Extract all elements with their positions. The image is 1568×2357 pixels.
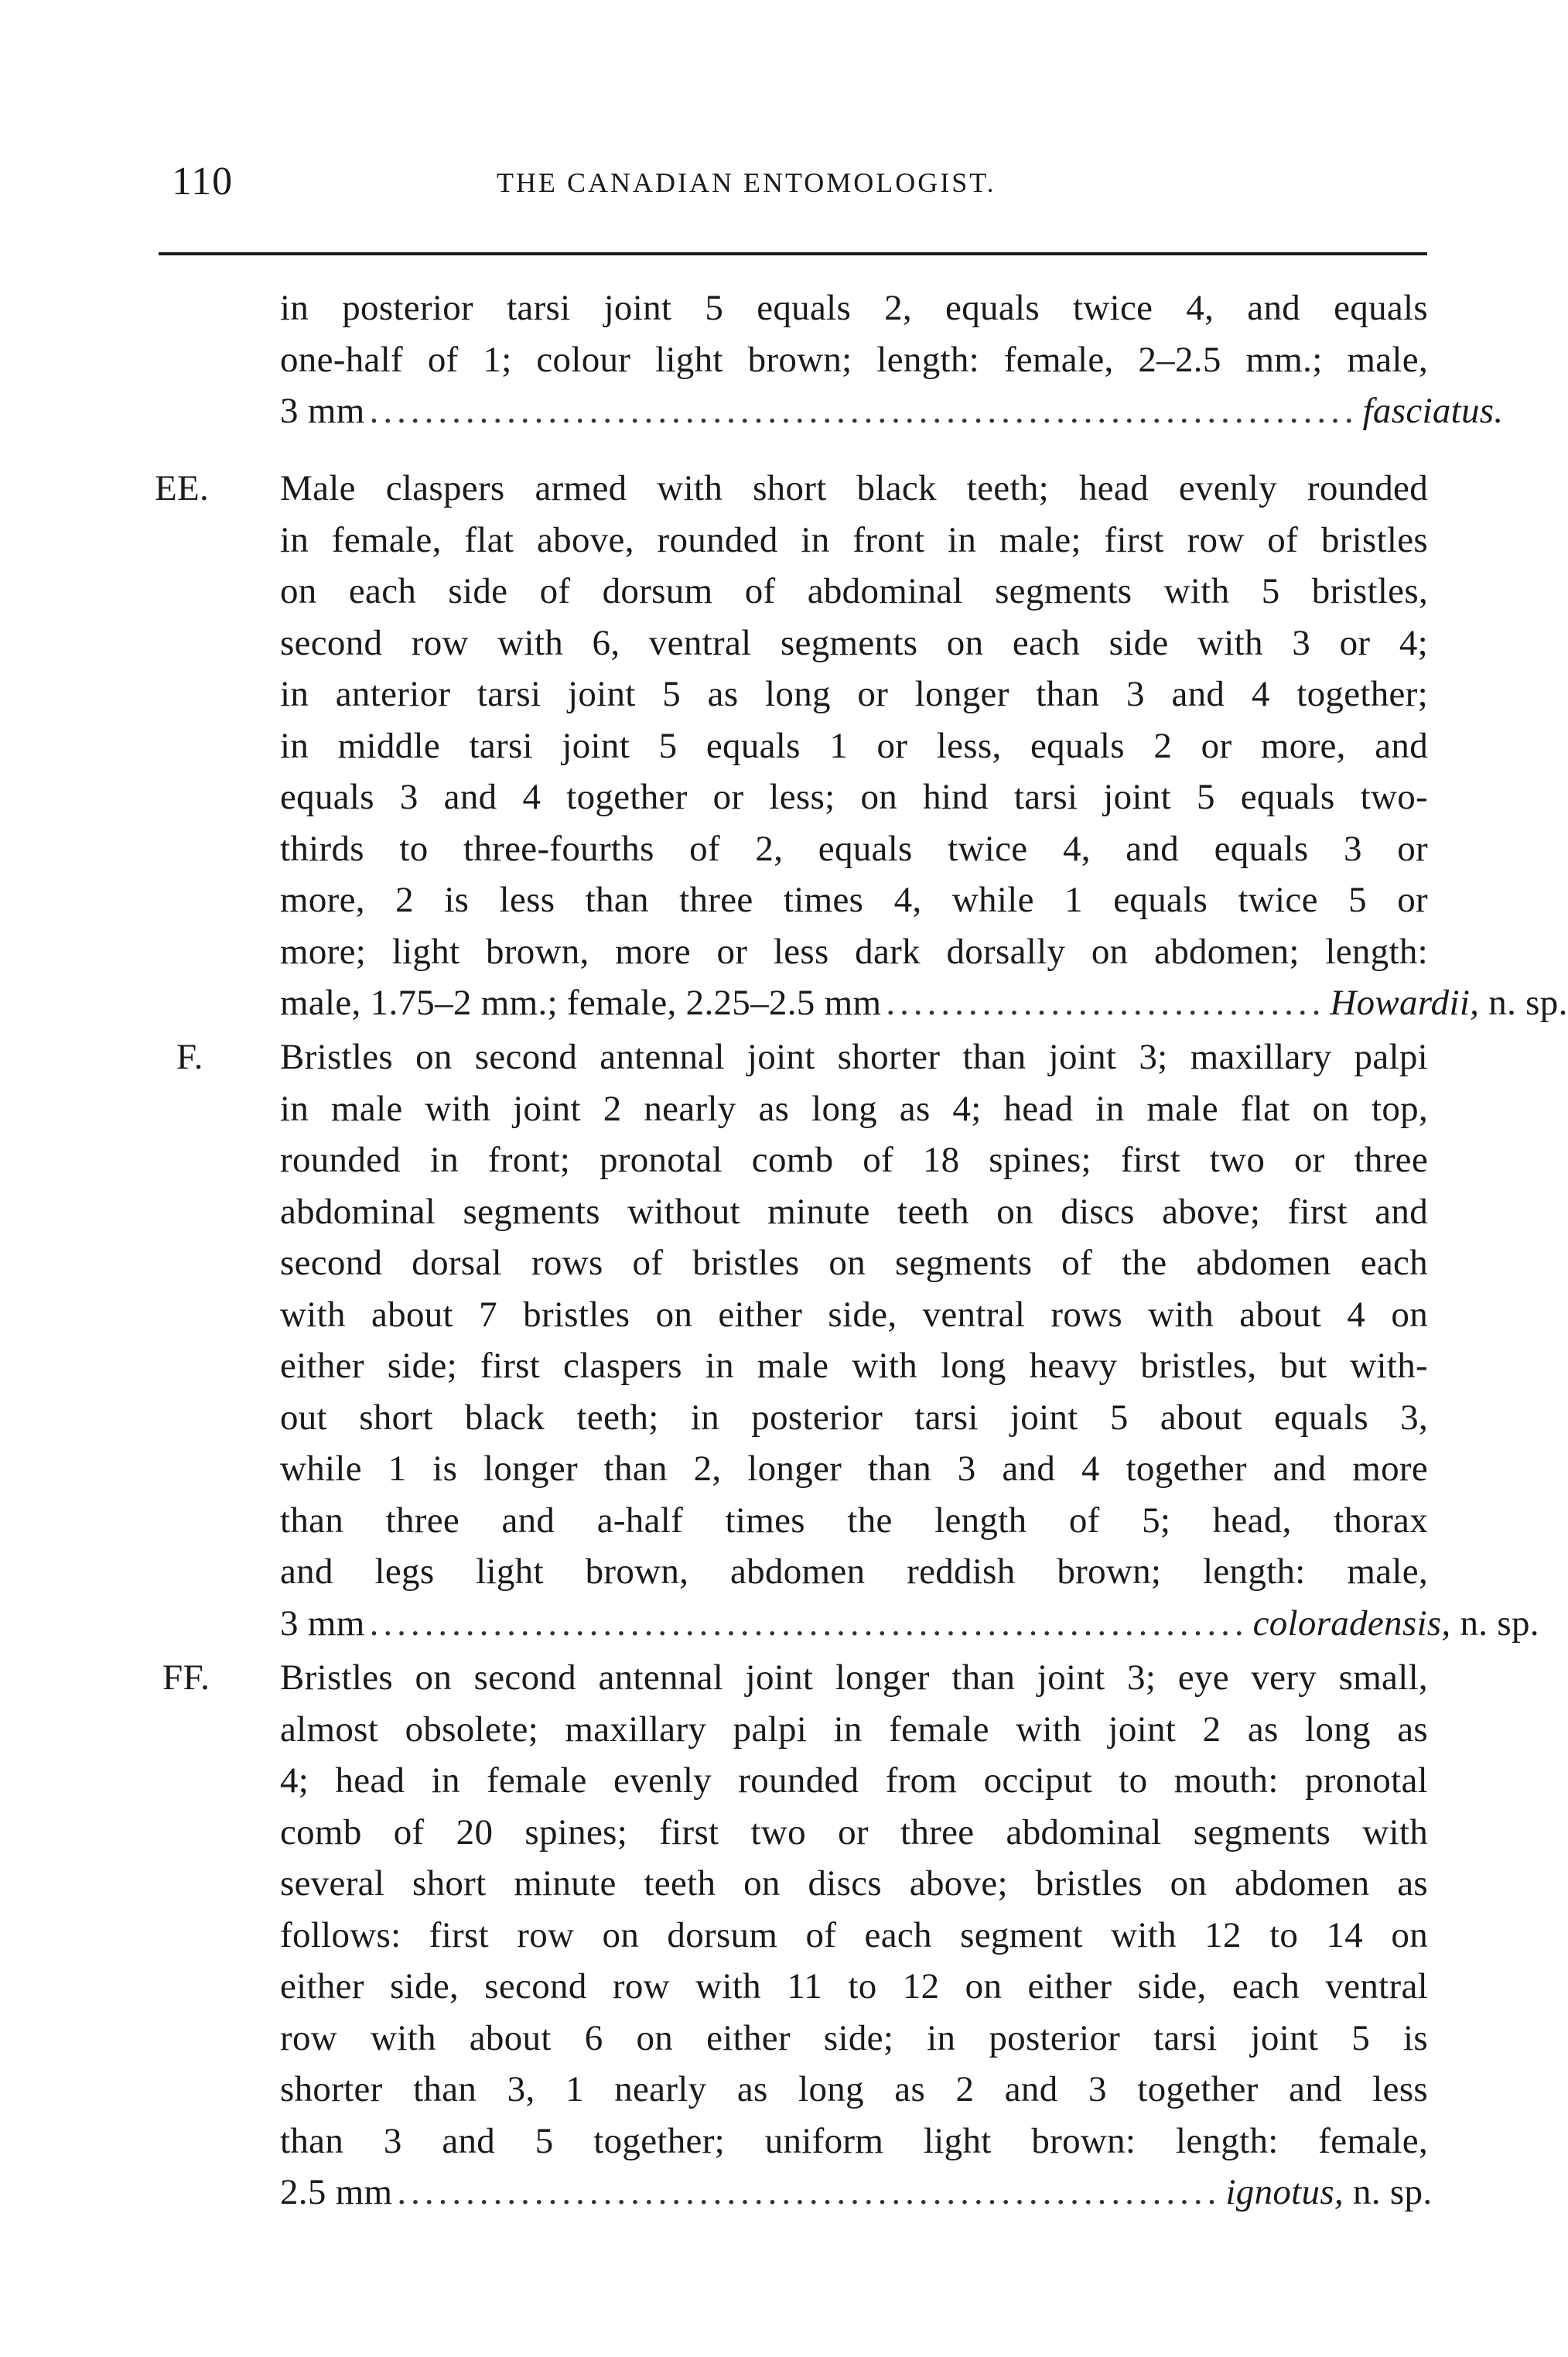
species-name: [1330, 977, 1567, 1028]
species-line: [280, 1598, 1539, 1649]
species-name: [1363, 385, 1504, 436]
text-line: second dorsal rows of bristles on segments of the abdomen each: [280, 1243, 1428, 1283]
dot-leader: ........................................................................: [369, 391, 1358, 431]
text-line: more, 2 is less than three times 4, while 1 equals twice 5 or: [280, 880, 1428, 920]
text-line: thirds to three-fourths of 2, equals twice 4, and equals 3 or: [280, 828, 1428, 869]
species-line-text: 3 mm: [280, 1603, 365, 1644]
species-name-italic: Howardii,: [1330, 983, 1480, 1023]
entry-label: F.: [176, 1037, 203, 1077]
species-line-text: 2.5 mm: [280, 2172, 393, 2212]
species-line: [280, 385, 1504, 436]
text-line: in posterior tarsi joint 5 equals 2, equals twice 4, and equals: [280, 288, 1428, 328]
text-line: either side; first claspers in male with long heavy bristles, but with-: [280, 1346, 1428, 1386]
text-line: more; light brown, more or less dark dorsally on abdomen; length:: [280, 931, 1428, 972]
text-line: Bristles on second antennal joint shorter than joint 3; maxillary palpi: [280, 1037, 1428, 1077]
text-line: out short black teeth; in posterior tarsi joint 5 about equals 3,: [280, 1397, 1428, 1438]
text-line: in anterior tarsi joint 5 as long or longer than 3 and 4 together;: [280, 674, 1428, 714]
species-suffix: n. sp.: [1450, 1603, 1539, 1644]
text-line: comb of 20 spines; first two or three abdominal segments with: [280, 1811, 1428, 1852]
text-line: either side, second row with 11 to 12 on either side, each ventral: [280, 1966, 1428, 2006]
text-line: with about 7 bristles on either side, ventral rows with about 4 on: [280, 1294, 1428, 1335]
dot-leader: ................................................................: [369, 1603, 1249, 1644]
entry-label: EE.: [155, 468, 210, 508]
text-line: rounded in front; pronotal comb of 18 spines; first two or three: [280, 1140, 1428, 1180]
text-line: 4; head in female evenly rounded from occiput to mouth: pronotal: [280, 1760, 1428, 1801]
species-line: [280, 977, 1568, 1028]
species-name-italic: ignotus,: [1225, 2172, 1344, 2212]
text-line: than 3 and 5 together; uniform light brown: length: female,: [280, 2120, 1428, 2161]
page-number: 110: [172, 159, 234, 204]
text-line: Male claspers armed with short black teeth; head evenly rounded: [280, 468, 1428, 508]
text-line: several short minute teeth on discs above; bristles on abdomen as: [280, 1863, 1428, 1904]
text-line: in male with joint 2 nearly as long as 4; head in male flat on top,: [280, 1088, 1428, 1129]
text-line: shorter than 3, 1 nearly as long as 2 and 3 together and less: [280, 2069, 1428, 2109]
species-name-italic: coloradensis,: [1252, 1603, 1451, 1644]
text-line: equals 3 and 4 together or less; on hind tarsi joint 5 equals two-: [280, 777, 1428, 817]
text-line: abdominal segments without minute teeth on discs above; first and: [280, 1191, 1428, 1232]
dot-leader: ................................: [886, 983, 1326, 1023]
text-line: on each side of dorsum of abdominal segments with 5 bristles,: [280, 571, 1428, 611]
text-line: one-half of 1; colour light brown; length: female, 2–2.5 mm.; male,: [280, 339, 1428, 380]
header-rule: [159, 252, 1427, 255]
page-header: [172, 159, 1417, 221]
text-line: second row with 6, ventral segments on each side with 3 or 4;: [280, 622, 1428, 663]
species-line-text: 3 mm: [280, 391, 365, 431]
species-suffix: n. sp.: [1343, 2172, 1433, 2212]
species-suffix: n. sp.: [1479, 983, 1568, 1023]
text-line: Bristles on second antennal joint longer than joint 3; eye very small,: [280, 1657, 1428, 1698]
text-line: follows: first row on dorsum of each segment with 12 to 14 on: [280, 1914, 1428, 1955]
dot-leader: ............................................................: [397, 2172, 1221, 2212]
text-line: almost obsolete; maxillary palpi in female with joint 2 as long as: [280, 1709, 1428, 1750]
text-line: in female, flat above, rounded in front in male; first row of bristles: [280, 519, 1428, 560]
species-name: [1253, 1598, 1539, 1649]
species-line: [280, 2167, 1433, 2218]
text-line: while 1 is longer than 2, longer than 3 and 4 together and more: [280, 1449, 1428, 1489]
text-line: than three and a-half times the length of 5; head, thorax: [280, 1500, 1428, 1541]
text-line: in middle tarsi joint 5 equals 1 or less, equals 2 or more, and: [280, 725, 1428, 766]
text-line: and legs light brown, abdomen reddish brown; length: male,: [280, 1551, 1428, 1592]
species-line-text: male, 1.75–2 mm.; female, 2.25–2.5 mm: [280, 983, 882, 1023]
text-line: row with about 6 on either side; in posterior tarsi joint 5 is: [280, 2017, 1428, 2058]
running-title: THE CANADIAN ENTOMOLOGIST.: [497, 167, 996, 198]
species-name-italic: fasciatus.: [1362, 391, 1504, 431]
species-name: [1225, 2167, 1432, 2218]
entry-label: FF.: [162, 1657, 210, 1698]
